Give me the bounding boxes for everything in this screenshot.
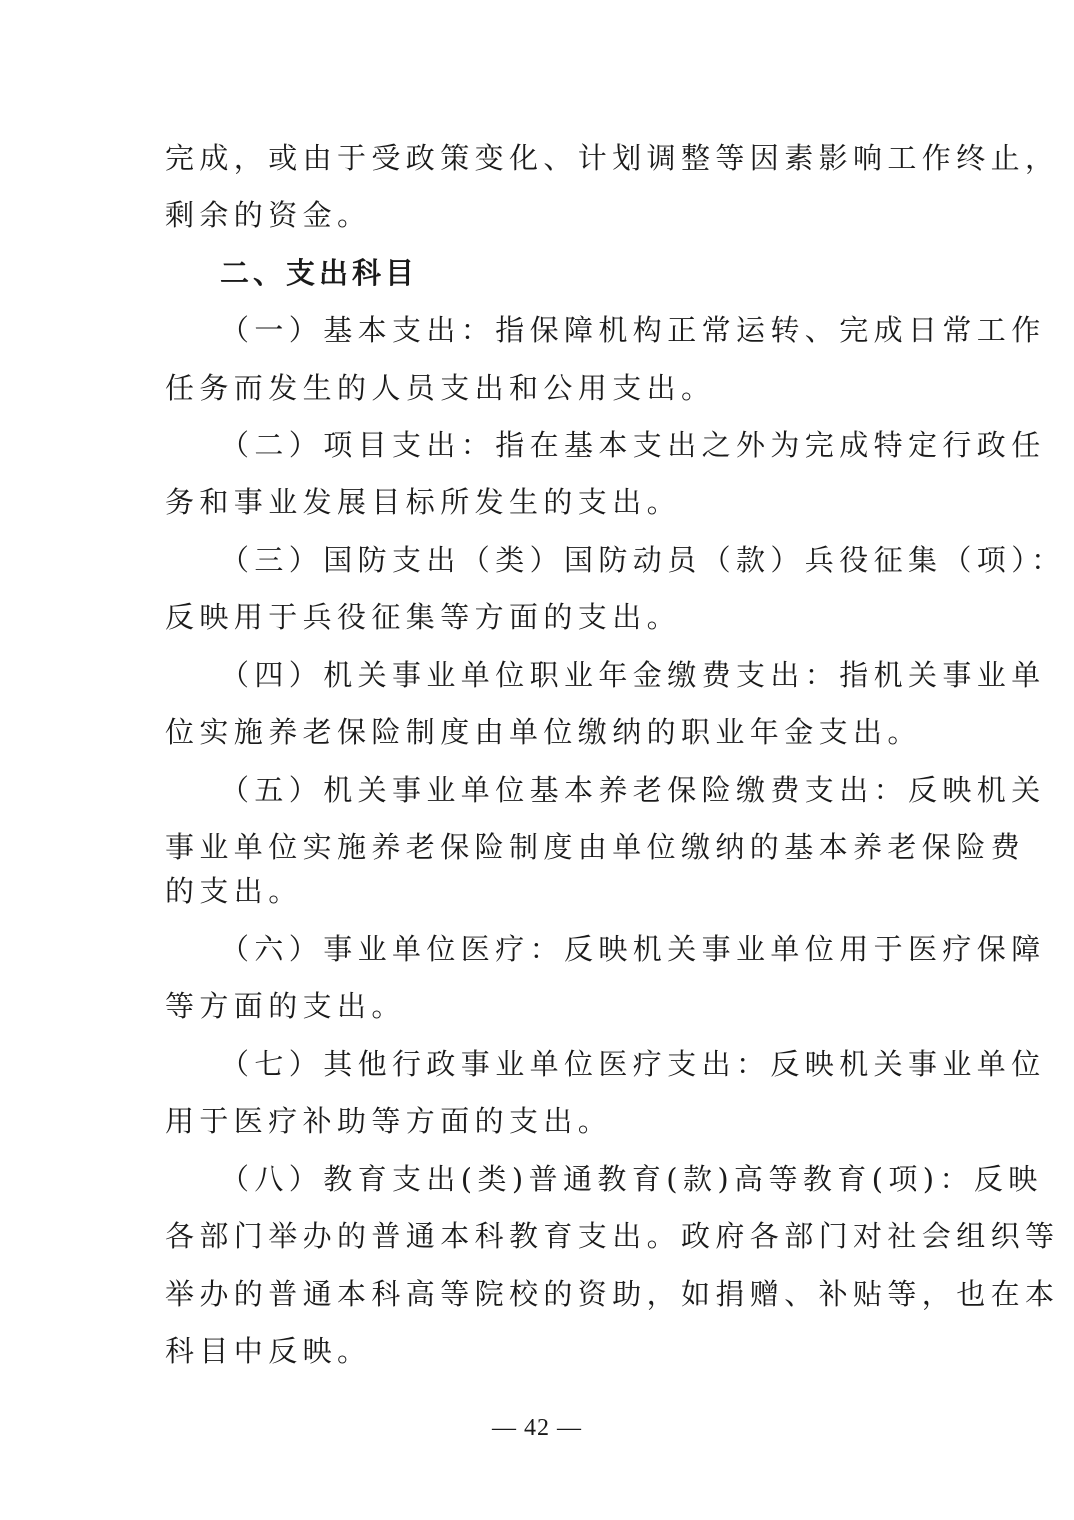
paragraph-first-line: （三）国防支出（类）国防动员（款）兵役征集（项）： (220, 543, 1066, 577)
text-line: 完成，或由于受政策变化、计划调整等因素影响工作终止， (165, 141, 1060, 175)
paragraph-first-line: （六）事业单位医疗：反映机关事业单位用于医疗保障 (220, 932, 1046, 966)
paragraph-first-line: （五）机关事业单位基本养老保险缴费支出：反映机关 (220, 773, 1046, 807)
text-line: 剩余的资金。 (165, 198, 372, 232)
text-line: 事业单位实施养老保险制度由单位缴纳的基本养老保险费 (165, 830, 1026, 864)
paragraph-first-line: （四）机关事业单位职业年金缴费支出：指机关事业单 (220, 658, 1046, 692)
text-line: 务和事业发展目标所发生的支出。 (165, 485, 682, 519)
text-line: 科目中反映。 (165, 1334, 372, 1368)
text-line: 任务而发生的人员支出和公用支出。 (165, 371, 716, 405)
text-line: 举办的普通本科高等院校的资助，如捐赠、补贴等，也在本 (165, 1277, 1060, 1311)
text-line: 位实施养老保险制度由单位缴纳的职业年金支出。 (165, 715, 922, 749)
paragraph-first-line: （二）项目支出：指在基本支出之外为完成特定行政任 (220, 428, 1046, 462)
paragraph-first-line: （一）基本支出：指保障机构正常运转、完成日常工作 (220, 313, 1046, 347)
paragraph-first-line: （八）教育支出(类)普通教育(款)高等教育(项)：反映 (220, 1162, 1043, 1196)
text-line: 用于医疗补助等方面的支出。 (165, 1104, 613, 1138)
text-line: 的支出。 (165, 874, 303, 908)
text-line: 各部门举办的普通本科教育支出。政府各部门对社会组织等 (165, 1219, 1060, 1253)
page-number: — 42 — (492, 1415, 582, 1441)
text-line: 反映用于兵役征集等方面的支出。 (165, 600, 682, 634)
text-line: 等方面的支出。 (165, 989, 406, 1023)
section-heading: 二、支出科目 (220, 256, 419, 290)
paragraph-first-line: （七）其他行政事业单位医疗支出：反映机关事业单位 (220, 1047, 1046, 1081)
